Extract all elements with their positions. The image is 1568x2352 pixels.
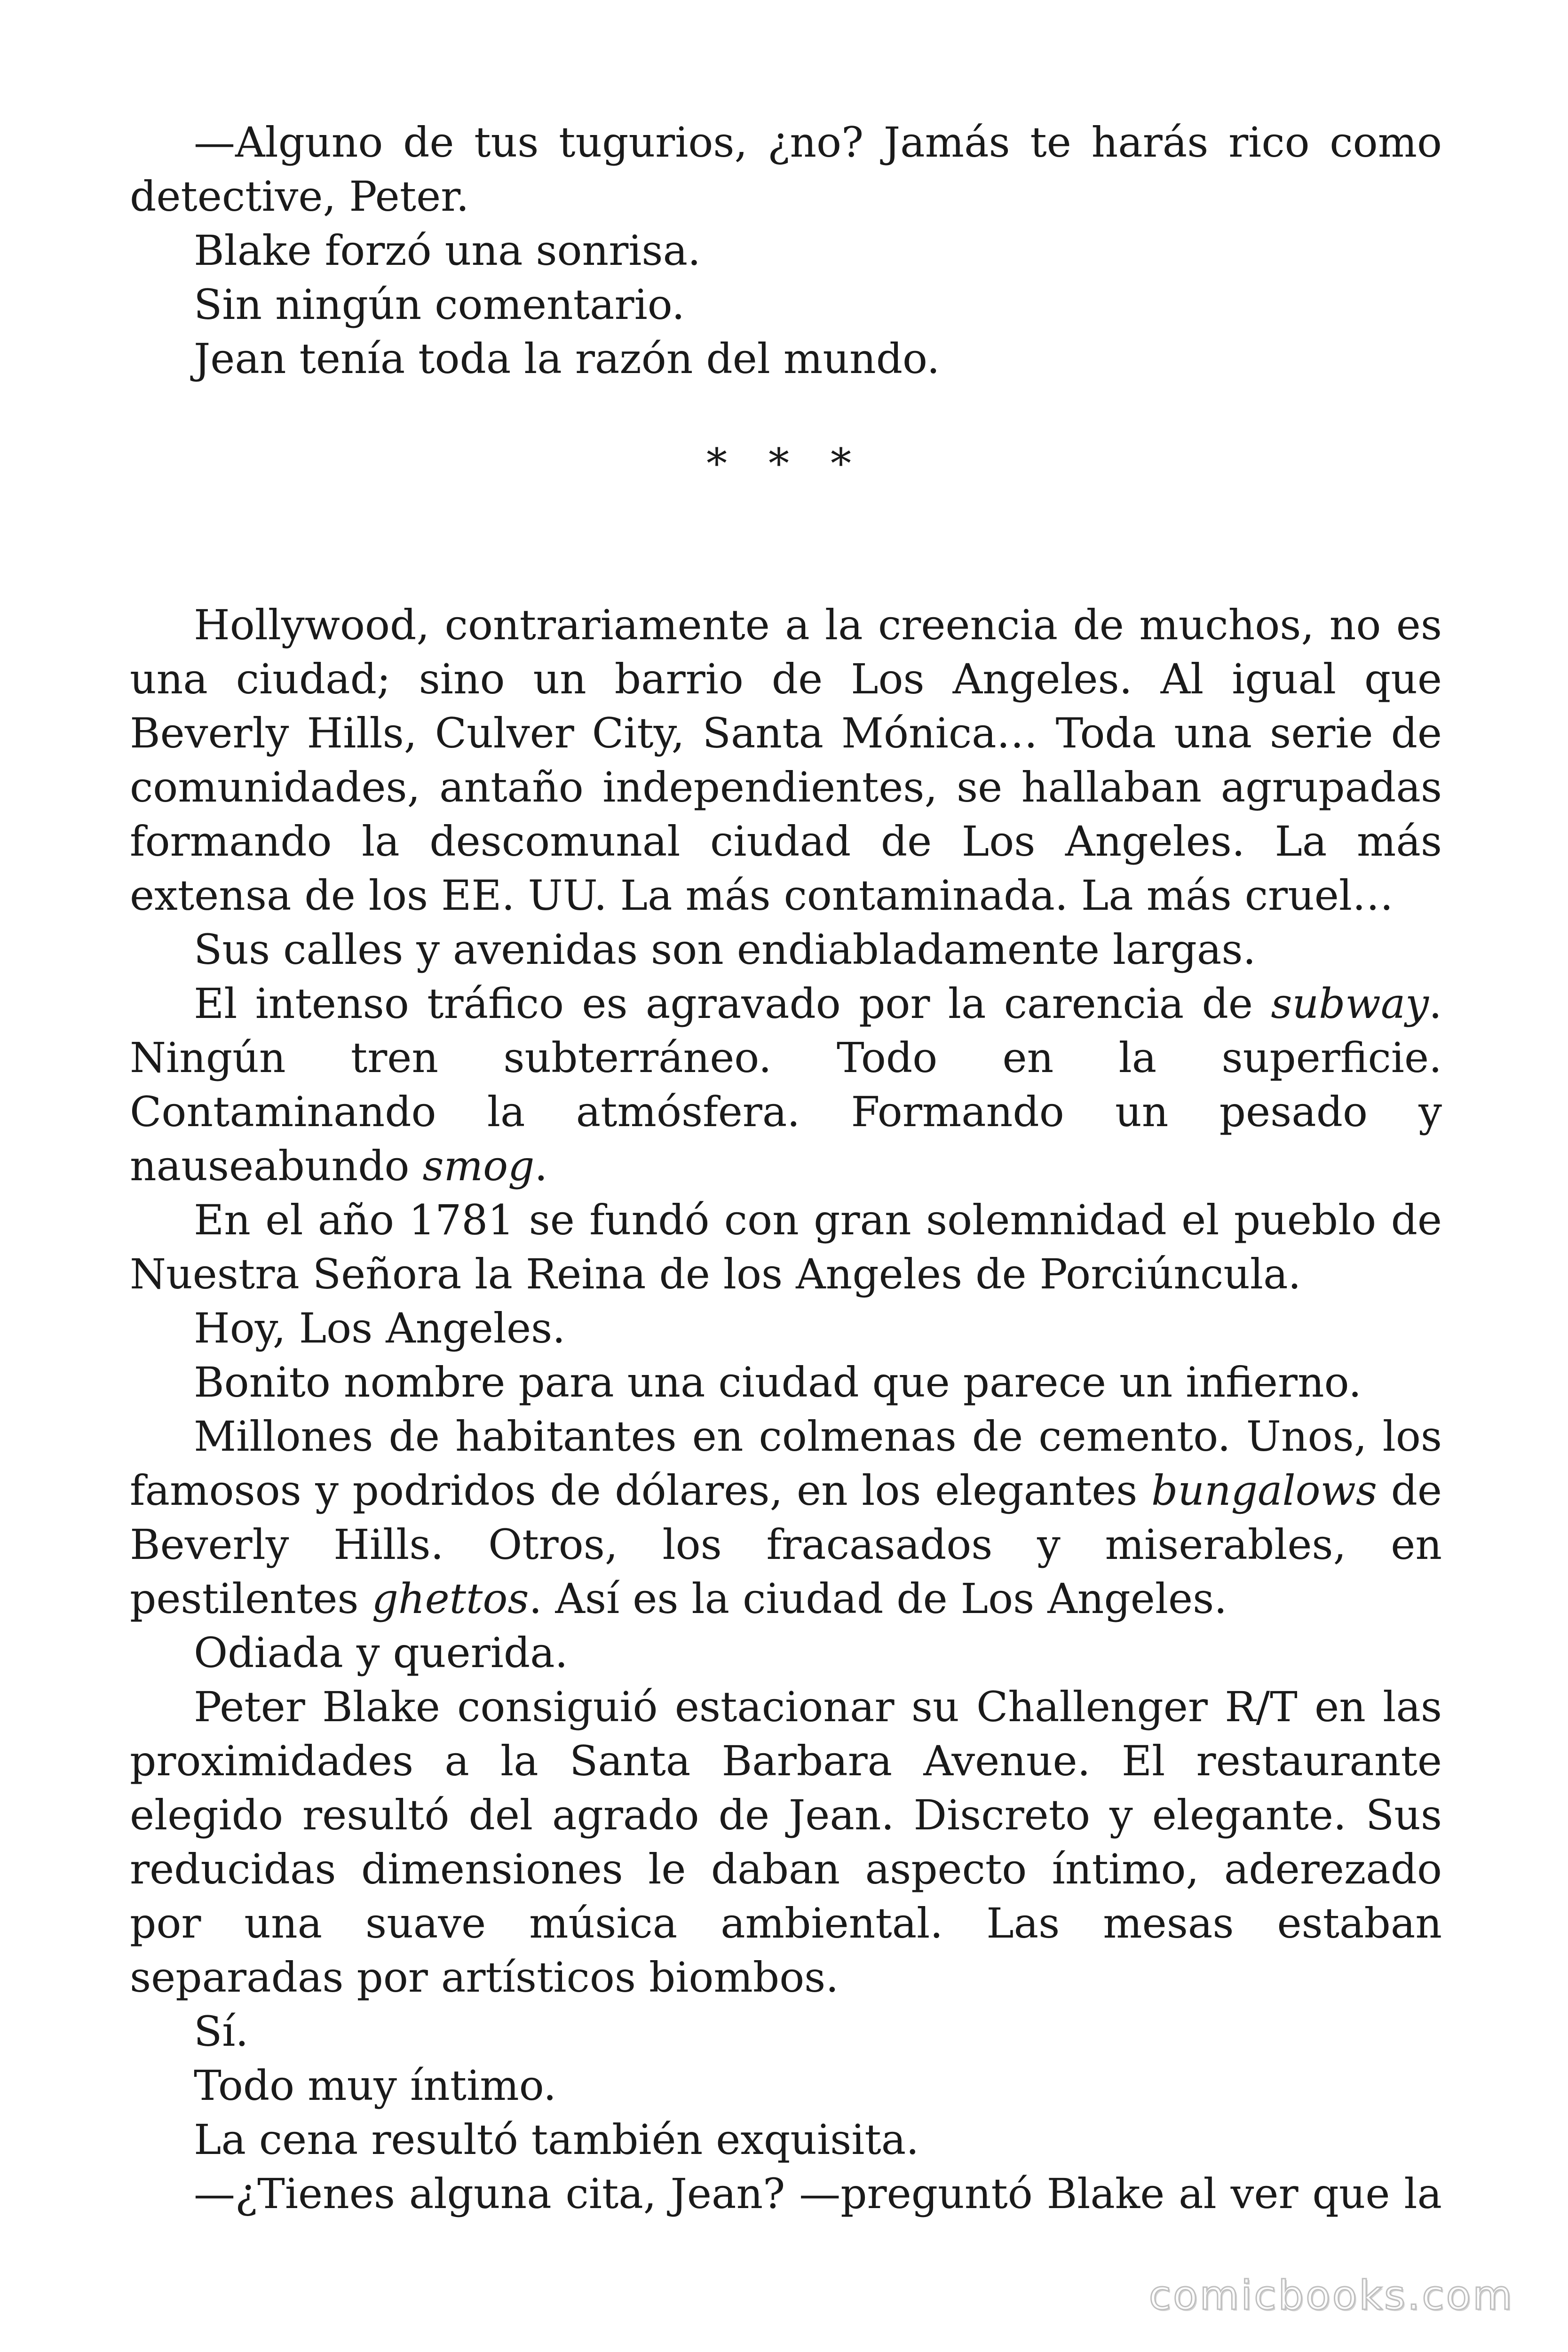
paragraph — [130, 1409, 1442, 1626]
paragraph: En el año 1781 se fundó con gran solemnidad el pueblo de Nuestra Señora la Reina de los Angeles de Porciúncula. — [130, 1196, 1442, 1298]
text-run: . Ningún tren subterráneo. Todo en la superficie. Contaminando la atmósfera. Formando un pesado y nauseabundo — [130, 979, 1442, 1190]
paragraph: Blake forzó una sonrisa. — [194, 226, 701, 275]
paragraph: Sus calles y avenidas son endiabladamente largas. — [194, 925, 1256, 974]
paragraph: Hoy, Los Angeles. — [194, 1304, 566, 1352]
text-run: de Beverly Hills. Otros, los fracasados y miserables, en pestilentes — [130, 1466, 1442, 1623]
italic-word: ghettos — [372, 1574, 529, 1623]
text-run: . — [534, 1142, 548, 1190]
text-run: Millones de habitantes en colmenas de cemento. Unos, los famosos y podridos de dólares, en los elegantes — [130, 1412, 1442, 1515]
italic-word: subway — [1271, 979, 1429, 1028]
paragraph: —¿Tienes alguna cita, Jean? —preguntó Blake al ver que la — [194, 2169, 1442, 2218]
paragraph: —Alguno de tus tugurios, ¿no? Jamás te harás rico como detective, Peter. — [130, 118, 1442, 221]
site-watermark: comicbooks.com — [1148, 2272, 1514, 2319]
paragraph: Jean tenía toda la razón del mundo. — [194, 334, 940, 383]
paragraph — [130, 977, 1442, 1193]
paragraph: Bonito nombre para una ciudad que parece un infierno. — [194, 1358, 1362, 1406]
text-run: El intenso tráfico es agravado por la carencia de — [194, 979, 1271, 1028]
paragraph: Hollywood, contrariamente a la creencia de muchos, no es una ciudad; sino un barrio de Los Angeles. Al igual que Beverly Hills, Culver City, Santa Mónica… Toda una serie de comunidades, antaño independientes, se hallaban agrupadas formando la descomunal ciudad de Los Angeles. La más extensa de los EE. UU. La más contaminada. La más cruel… — [130, 601, 1442, 920]
paragraph: Sin ningún comentario. — [194, 280, 685, 329]
paragraph: La cena resultó también exquisita. — [194, 2115, 919, 2164]
text-run: . Así es la ciudad de Los Angeles. — [529, 1574, 1227, 1623]
paragraph: Todo muy íntimo. — [194, 2061, 557, 2110]
section-separator: * * * — [706, 439, 865, 488]
book-page — [130, 115, 1442, 2221]
italic-word: bungalows — [1151, 1466, 1378, 1515]
paragraph: Odiada y querida. — [194, 1629, 568, 1677]
italic-word: smog — [422, 1142, 535, 1190]
paragraph: Peter Blake consiguió estacionar su Challenger R/T en las proximidades a la Santa Barbara Avenue. El restaurante elegido resultó del agrado de Jean. Discreto y elegante. Sus reducidas dimensiones le daban aspecto íntimo, aderezado por una suave música ambiental. Las mesas estaban separadas por artísticos biombos. — [130, 1683, 1442, 2002]
paragraph: Sí. — [194, 2007, 249, 2056]
